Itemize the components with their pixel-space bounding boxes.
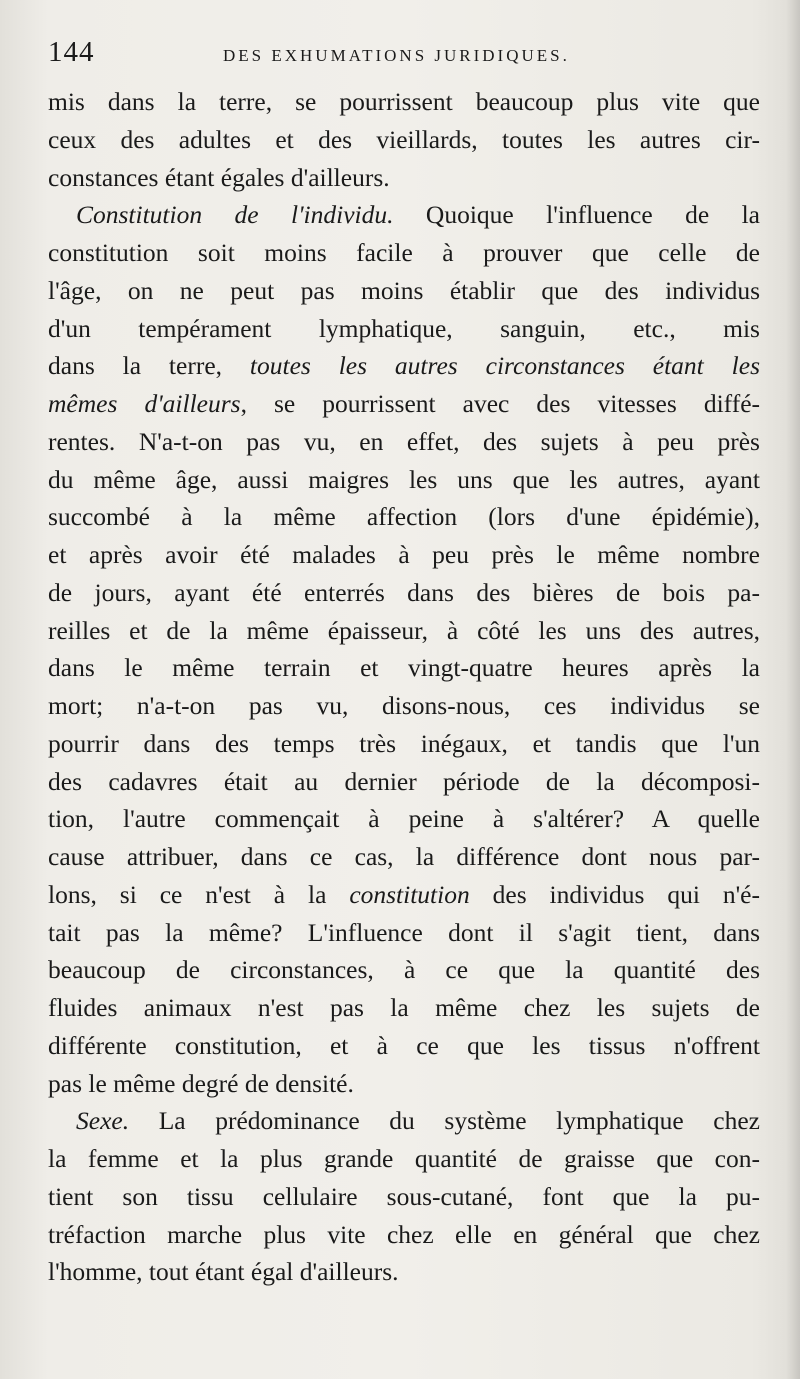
- text-line: rentes. N'a-t-on pas vu, en effet, des sujets à peu près: [48, 426, 760, 456]
- page-header: [48, 36, 748, 76]
- paragraph-start-sexe: Sexe. La prédominance du système lymphatique chez: [76, 1106, 760, 1136]
- text-line: pas le même degré de densité.: [48, 1068, 354, 1098]
- text-line: des cadavres était au dernier période de la décomposi-: [48, 766, 760, 796]
- text-line: constances étant égales d'ailleurs.: [48, 162, 390, 192]
- page-number: 144: [48, 36, 95, 68]
- text-line: l'homme, tout étant égal d'ailleurs.: [48, 1257, 399, 1287]
- text-line: beaucoup de circonstances, à ce que la quantité des: [48, 955, 760, 985]
- section-heading-sexe: Sexe.: [76, 1106, 130, 1136]
- text-line: reilles et de la même épaisseur, à côté les uns des autres,: [48, 615, 760, 645]
- text-line: ceux des adultes et des vieillards, toutes les autres cir-: [48, 124, 760, 154]
- section-heading-constitution: Constitution de l'individu.: [76, 200, 394, 230]
- text-line: succombé à la même affection (lors d'une épidémie),: [48, 502, 760, 532]
- text-line: fluides animaux n'est pas la même chez les sujets de: [48, 993, 760, 1022]
- text-line: tréfaction marche plus vite chez elle en général que chez: [48, 1219, 760, 1249]
- emphasis-constitution: constitution: [349, 879, 470, 909]
- text-line: d'un tempérament lymphatique, sanguin, etc., mis: [48, 313, 760, 343]
- text-line: mort; n'a-t-on pas vu, disons-nous, ces individus se: [48, 691, 760, 720]
- text-line: l'âge, on ne peut pas moins établir que des individus: [48, 275, 760, 305]
- paragraph-start-constitution: Constitution de l'individu. Quoique l'influence de la: [76, 200, 760, 230]
- text-line: dans le même terrain et vingt-quatre heures après la: [48, 653, 760, 683]
- text-line: la femme et la plus grande quantité de graisse que con-: [48, 1144, 760, 1173]
- running-head: DES EXHUMATIONS JURIDIQUES.: [223, 46, 570, 65]
- text-line: pourrir dans des temps très inégaux, et tandis que l'un: [48, 728, 760, 758]
- body-text: [48, 83, 760, 1291]
- page-edge-shadow: [786, 0, 800, 1379]
- text-line: lons, si ce n'est à la constitution des individus qui n'é-: [48, 879, 760, 909]
- text-line: tient son tissu cellulaire sous-cutané, font que la pu-: [48, 1181, 760, 1211]
- text-line: et après avoir été malades à peu près le même nombre: [48, 540, 760, 569]
- text-line: tait pas la même? L'influence dont il s'agit tient, dans: [48, 917, 760, 947]
- text-line: constitution soit moins facile à prouver que celle de: [48, 238, 760, 267]
- text-line: mêmes d'ailleurs, se pourrissent avec des vitesses diffé-: [48, 389, 761, 418]
- text-line: différente constitution, et à ce que les tissus n'offrent: [48, 1030, 760, 1060]
- text-line: de jours, ayant été enterrés dans des bières de bois pa-: [48, 577, 760, 607]
- text-line: dans la terre, toutes les autres circonstances étant les: [48, 351, 760, 381]
- text-line: du même âge, aussi maigres les uns que les autres, ayant: [48, 464, 760, 494]
- text-line: tion, l'autre commençait à peine à s'altérer? A quelle: [48, 804, 760, 834]
- text-line: mis dans la terre, se pourrissent beaucoup plus vite que: [48, 87, 760, 116]
- text-line: cause attribuer, dans ce cas, la différence dont nous par-: [48, 842, 760, 871]
